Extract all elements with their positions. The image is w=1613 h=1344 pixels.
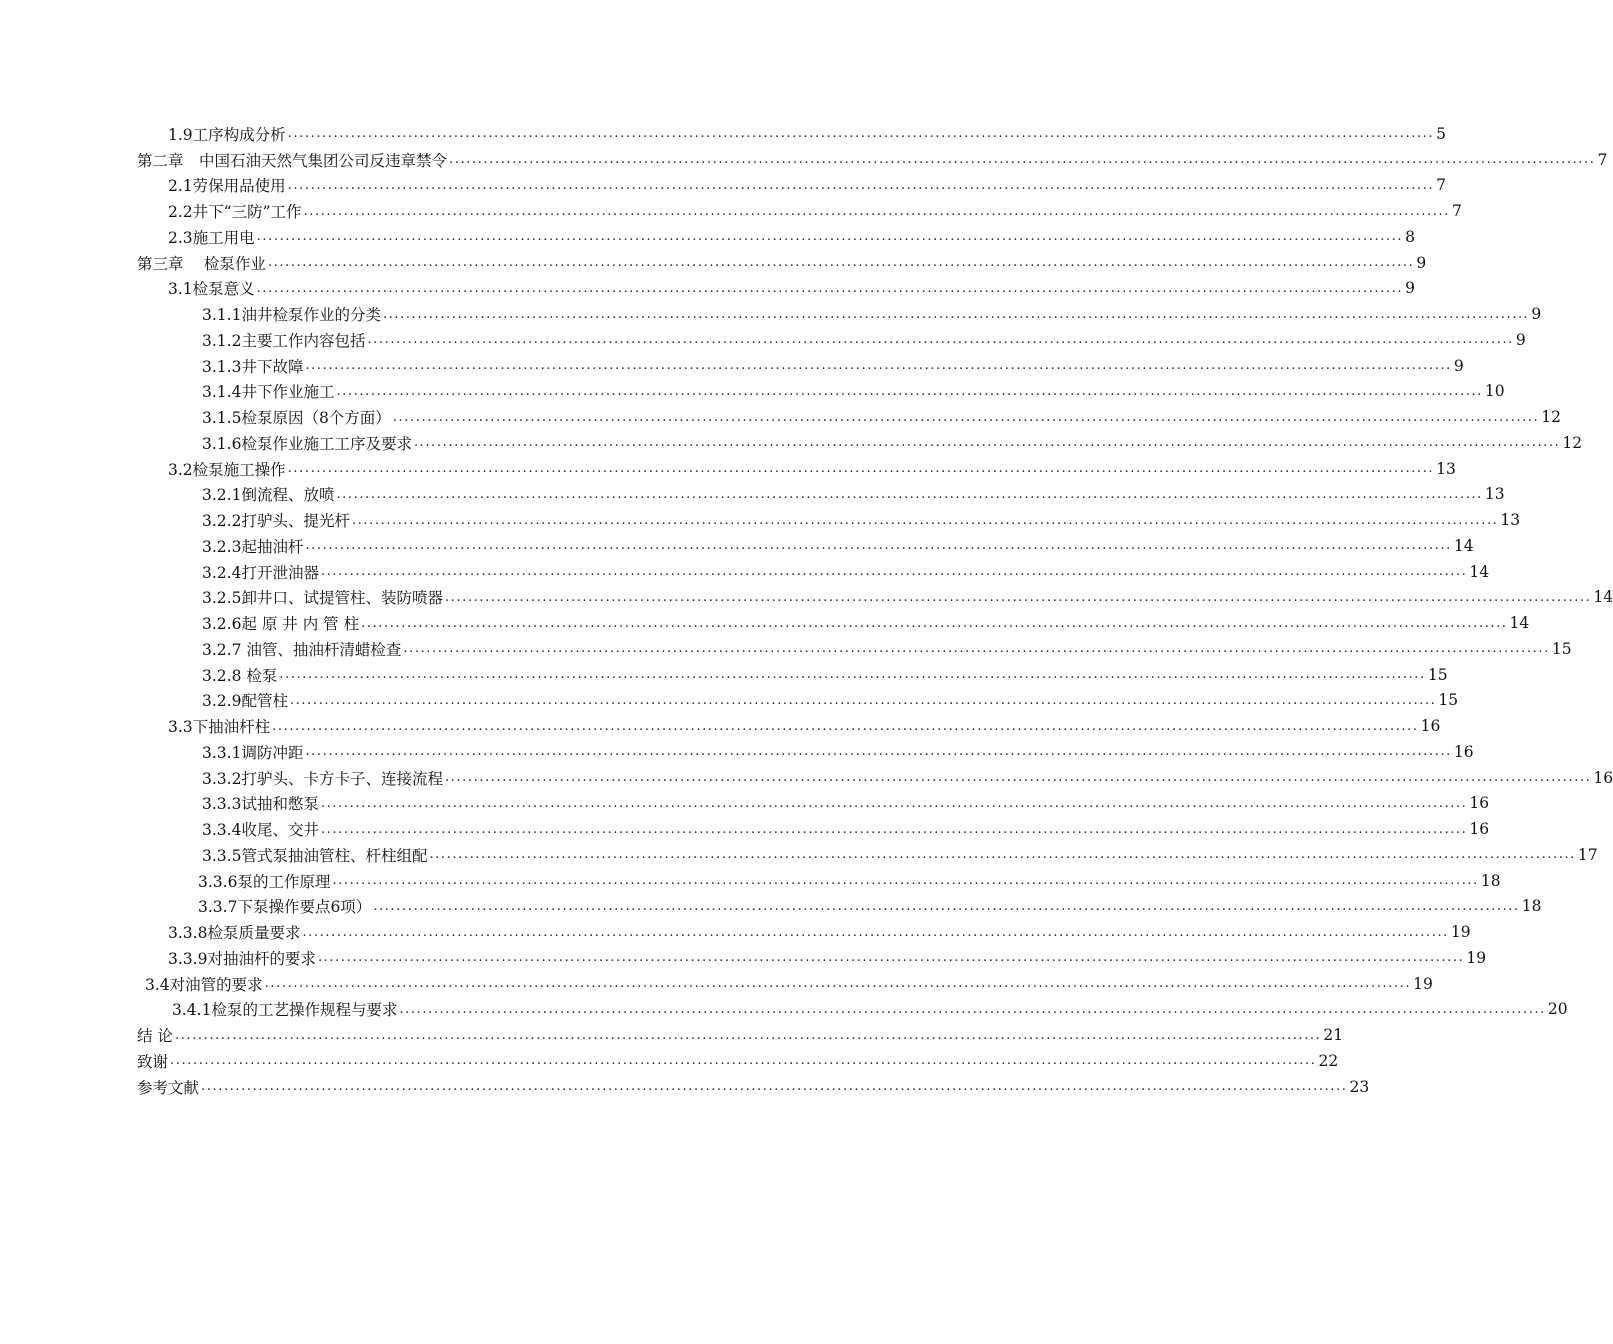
toc-entry[interactable] [0, 610, 1530, 636]
toc-entry-title: 3.2.7 油管、抽油杆清蜡检查 [202, 640, 402, 659]
toc-entry-title: 3.2.3起抽油杆 [202, 537, 304, 556]
toc-entry-title: 3.1.5检泵原因（8个方面） [202, 409, 391, 428]
toc-page-number: 7 [1451, 202, 1462, 221]
toc-leader-dots: ........................................................................................................................................................................................................ [317, 950, 1465, 966]
toc-page-number: 15 [1551, 639, 1572, 658]
toc-leader-dots: ........................................................................................................................................................................................................ [264, 976, 1412, 992]
toc-entry[interactable] [0, 971, 1433, 997]
toc-entry-title: 2.1劳保用品使用 [168, 177, 286, 196]
toc-entry[interactable] [0, 404, 1562, 430]
toc-leader-dots: ........................................................................................................................................................................................................ [320, 821, 1468, 837]
toc-page-number: 19 [1413, 974, 1433, 993]
toc-page-number: 18 [1480, 871, 1501, 890]
toc-page-number: 19 [1466, 948, 1487, 967]
toc-entry-title: 3.2检泵施工操作 [168, 460, 286, 479]
toc-entry[interactable] [0, 997, 1568, 1023]
toc-leader-dots: ........................................................................................................................................................................................................ [289, 692, 1437, 708]
toc-entry-title: 3.3.5管式泵抽油管柱、杆柱组配 [202, 846, 428, 865]
toc-page-number: 14 [1593, 588, 1613, 607]
toc-leader-dots: ........................................................................................................................................................................................................ [256, 229, 1404, 245]
toc-entry-title: 3.2.6起 原 井 内 管 柱 [202, 615, 360, 634]
toc-entry-title: 3.2.1倒流程、放喷 [202, 486, 335, 505]
toc-leader-dots: ........................................................................................................................................................................................................ [287, 177, 1435, 193]
toc-entry-title: 3.4.1检泵的工艺操作规程与要求 [172, 1001, 398, 1020]
toc-entry-title: 3.1.3井下故障 [202, 357, 304, 376]
toc-leader-dots: ........................................................................................................................................................................................................ [287, 461, 1435, 477]
toc-entry-title: 3.1.6检泵作业施工工序及要求 [202, 434, 412, 453]
toc-leader-dots: ........................................................................................................................................................................................................ [305, 744, 1452, 760]
toc-entry[interactable] [0, 791, 1490, 817]
toc-leader-dots: ........................................................................................................................................................................................................ [267, 255, 1415, 271]
toc-leader-dots: ........................................................................................................................................................................................................ [449, 152, 1596, 168]
toc-entry-title: 3.3.2打驴头、卡方卡子、连接流程 [202, 769, 443, 788]
toc-page-number: 9 [1405, 279, 1415, 298]
toc-page-number: 5 [1436, 124, 1446, 143]
toc-leader-dots: ........................................................................................................................................................................................................ [256, 280, 1404, 296]
toc-page-number: 10 [1484, 382, 1505, 401]
toc-entry[interactable] [0, 816, 1490, 842]
toc-entry-title: 3.1.4井下作业施工 [202, 383, 335, 402]
toc-page-number: 15 [1427, 665, 1448, 684]
toc-page-number: 12 [1541, 408, 1562, 427]
toc-entry[interactable] [0, 688, 1459, 714]
toc-entry[interactable] [0, 1074, 1370, 1100]
toc-leader-dots: ........................................................................................................................................................................................................ [373, 898, 1520, 914]
toc-entry-title: 3.2.9配管柱 [202, 692, 288, 711]
toc-entry-title: 致谢 [137, 1052, 169, 1071]
toc-page-number: 13 [1484, 485, 1505, 504]
toc-entry[interactable] [0, 713, 1441, 739]
toc-entry-title: 3.2.5卸井口、试提管柱、装防喷器 [202, 589, 443, 608]
toc-page-number: 7 [1597, 150, 1608, 169]
toc-leader-dots: ........................................................................................................................................................................................................ [399, 1001, 1546, 1017]
toc-leader-dots: ........................................................................................................................................................................................................ [403, 641, 1550, 657]
toc-entry-title: 3.2.2打驴头、提光杆 [202, 512, 350, 531]
toc-page-number: 9 [1453, 356, 1464, 375]
toc-entry-title: 3.4对油管的要求 [145, 975, 263, 994]
toc-entry-title: 3.3.4收尾、交井 [202, 821, 319, 840]
toc-page-number: 14 [1469, 562, 1490, 581]
toc-leader-dots: ........................................................................................................................................................................................................ [303, 203, 1450, 219]
toc-entry[interactable] [0, 121, 1446, 147]
toc-leader-dots: ........................................................................................................................................................................................................ [351, 512, 1499, 528]
toc-entry[interactable] [0, 662, 1448, 688]
toc-entry-title: 3.3.6泵的工作原理 [198, 872, 331, 891]
toc-entry-title: 3.3.9对抽油杆的要求 [168, 949, 316, 968]
toc-page-number: 16 [1453, 742, 1474, 761]
toc-entry-title: 3.1.2主要工作内容包括 [202, 331, 366, 350]
toc-entry[interactable] [0, 456, 1456, 482]
toc-leader-dots: ........................................................................................................................................................................................................ [336, 383, 1483, 399]
toc-leader-dots: ........................................................................................................................................................................................................ [413, 435, 1561, 451]
toc-leader-dots: ........................................................................................................................................................................................................ [382, 306, 1530, 322]
toc-leader-dots: ........................................................................................................................................................................................................ [302, 924, 1449, 940]
toc-entry[interactable] [0, 636, 1572, 662]
toc-entry-title: 3.1检泵意义 [168, 280, 255, 299]
toc-entry-title: 3.3.1调防冲距 [202, 743, 304, 762]
toc-leader-dots: ........................................................................................................................................................................................................ [320, 795, 1468, 811]
toc-entry-title: 第三章 检泵作业 [137, 254, 266, 273]
toc-entry[interactable] [0, 250, 1427, 276]
toc-page-number: 8 [1405, 227, 1415, 246]
toc-entry[interactable] [0, 894, 1542, 920]
toc-page-number: 16 [1469, 820, 1490, 839]
toc-entry[interactable] [0, 301, 1542, 327]
toc-page-number: 23 [1349, 1077, 1370, 1096]
toc-leader-dots: ........................................................................................................................................................................................................ [332, 873, 1479, 889]
toc-entry-title: 2.3施工用电 [168, 228, 255, 247]
toc-leader-dots: ........................................................................................................................................................................................................ [429, 847, 1576, 863]
toc-leader-dots: ........................................................................................................................................................................................................ [392, 409, 1540, 425]
toc-entry[interactable] [0, 173, 1446, 199]
toc-entry[interactable] [0, 147, 1608, 173]
toc-entry[interactable] [0, 533, 1474, 559]
toc-entry[interactable] [0, 1022, 1344, 1048]
toc-entry-title: 2.2井下“三防”工作 [168, 203, 302, 222]
toc-leader-dots: ........................................................................................................................................................................................................ [279, 667, 1426, 683]
toc-entry-title: 3.3.7下泵操作要点6项） [198, 898, 372, 917]
toc-page-number: 9 [1515, 330, 1526, 349]
toc-page-number: 15 [1438, 691, 1459, 710]
toc-leader-dots: ........................................................................................................................................................................................................ [170, 1053, 1317, 1069]
toc-entry[interactable] [0, 224, 1415, 250]
toc-leader-dots: ........................................................................................................................................................................................................ [444, 770, 1592, 786]
toc-leader-dots: ........................................................................................................................................................................................................ [287, 126, 1435, 142]
toc-leader-dots: ........................................................................................................................................................................................................ [305, 538, 1452, 554]
table-of-contents [0, 121, 1613, 1100]
toc-entry[interactable] [0, 765, 1613, 791]
toc-leader-dots: ........................................................................................................................................................................................................ [361, 615, 1508, 631]
toc-entry[interactable] [0, 945, 1487, 971]
toc-page-number: 13 [1436, 459, 1456, 478]
toc-entry[interactable] [0, 276, 1415, 302]
toc-entry[interactable] [0, 868, 1501, 894]
toc-entry[interactable] [0, 842, 1598, 868]
toc-entry[interactable] [0, 559, 1490, 585]
toc-entry-title: 3.3下抽油杆柱 [168, 718, 271, 737]
toc-entry[interactable] [0, 198, 1462, 224]
toc-page-number: 9 [1416, 253, 1427, 272]
toc-entry-title: 3.3.8检泵质量要求 [168, 924, 301, 943]
toc-page-number: 9 [1531, 305, 1542, 324]
toc-entry[interactable] [0, 430, 1583, 456]
toc-page-number: 16 [1420, 717, 1441, 736]
toc-entry[interactable] [0, 379, 1505, 405]
toc-entry[interactable] [0, 482, 1505, 508]
toc-page-number: 20 [1547, 1000, 1568, 1019]
toc-leader-dots: ........................................................................................................................................................................................................ [444, 589, 1592, 605]
toc-entry-title: 1.9工序构成分析 [168, 125, 286, 144]
toc-entry-title: 结 论 [137, 1027, 173, 1046]
toc-page-number: 14 [1453, 536, 1474, 555]
toc-entry[interactable] [0, 585, 1613, 611]
toc-leader-dots: ........................................................................................................................................................................................................ [272, 718, 1419, 734]
toc-page-number: 19 [1450, 923, 1471, 942]
toc-entry[interactable] [0, 507, 1521, 533]
toc-page-number: 21 [1323, 1026, 1344, 1045]
toc-entry[interactable] [0, 739, 1474, 765]
toc-leader-dots: ........................................................................................................................................................................................................ [336, 486, 1483, 502]
toc-entry-title: 3.3.3试抽和憋泵 [202, 795, 319, 814]
toc-entry-title: 参考文献 [137, 1078, 200, 1097]
toc-entry-title: 第二章 中国石油天然气集团公司反违章禁令 [137, 151, 448, 170]
toc-page-number: 22 [1318, 1051, 1339, 1070]
toc-leader-dots: ........................................................................................................................................................................................................ [201, 1079, 1348, 1095]
toc-entry[interactable] [0, 1048, 1339, 1074]
toc-entry[interactable] [0, 327, 1526, 353]
toc-entry[interactable] [0, 353, 1464, 379]
toc-page-number: 17 [1577, 845, 1598, 864]
toc-page-number: 16 [1469, 794, 1490, 813]
toc-entry-title: 3.2.8 检泵 [202, 666, 278, 685]
toc-page-number: 16 [1593, 768, 1613, 787]
toc-leader-dots: ........................................................................................................................................................................................................ [320, 564, 1468, 580]
toc-page-number: 13 [1500, 511, 1521, 530]
toc-leader-dots: ........................................................................................................................................................................................................ [305, 358, 1452, 374]
toc-page-number: 12 [1562, 433, 1583, 452]
toc-page-number: 7 [1436, 176, 1446, 195]
toc-leader-dots: ........................................................................................................................................................................................................ [174, 1027, 1322, 1043]
toc-entry[interactable] [0, 919, 1471, 945]
toc-entry-title: 3.1.1油井检泵作业的分类 [202, 306, 381, 325]
toc-page-number: 18 [1521, 897, 1542, 916]
toc-leader-dots: ........................................................................................................................................................................................................ [367, 332, 1514, 348]
toc-entry-title: 3.2.4打开泄油器 [202, 563, 319, 582]
toc-page-number: 14 [1509, 614, 1530, 633]
